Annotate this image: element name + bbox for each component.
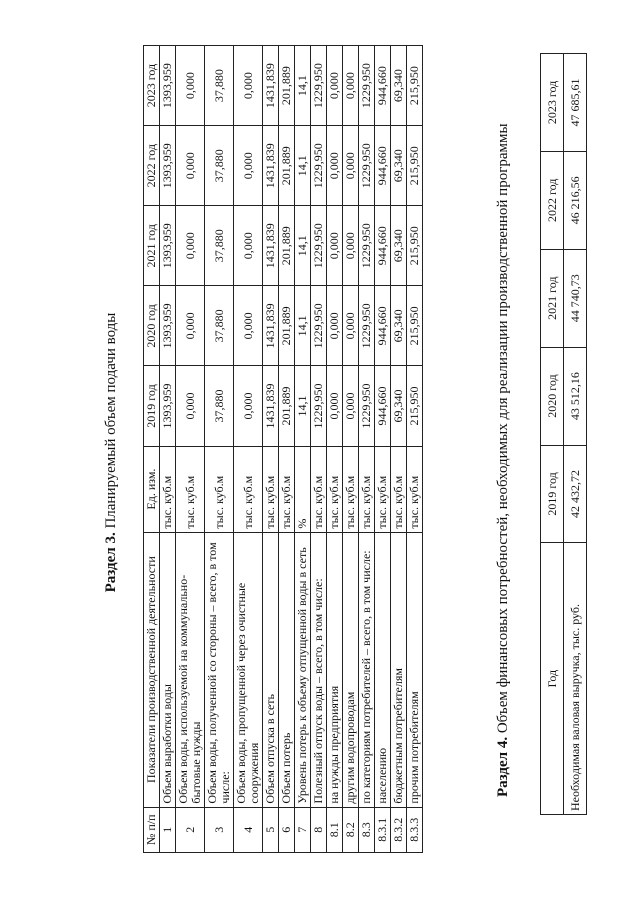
header-2021: 2021 год	[541, 249, 564, 347]
row-value: 14,1	[295, 286, 311, 366]
table-row	[263, 46, 279, 853]
row-value: 1393,959	[160, 126, 176, 206]
row-unit: тыс. куб.м	[391, 446, 407, 532]
section3-heading	[103, 0, 120, 905]
row-num: 8.2	[343, 807, 359, 852]
row-num: 3	[205, 807, 234, 852]
row-value: 44 740,73	[564, 249, 587, 347]
row-value: 0,000	[234, 366, 263, 446]
row-name: Объем отпуска в сеть	[263, 532, 279, 807]
table-row	[205, 46, 234, 853]
row-value: 37,880	[205, 126, 234, 206]
row-unit: тыс. куб.м	[234, 446, 263, 532]
row-value: 69,340	[391, 46, 407, 126]
row-value: 0,000	[327, 286, 343, 366]
row-num: 7	[295, 807, 311, 852]
row-name: Уровень потерь к объему отпущенной воды в сеть	[295, 532, 311, 807]
row-value: 14,1	[295, 206, 311, 286]
row-unit: тыс. куб.м	[205, 446, 234, 532]
row-value: 1229,950	[359, 366, 375, 446]
row-value: 1229,950	[359, 286, 375, 366]
row-value: 69,340	[391, 126, 407, 206]
row-value: 201,889	[279, 366, 295, 446]
table-row	[407, 46, 423, 853]
row-num: 6	[279, 807, 295, 852]
row-value: 944,660	[375, 46, 391, 126]
header-unit: Ед. изм.	[144, 446, 160, 532]
row-name: населению	[375, 532, 391, 807]
row-value: 1229,950	[311, 206, 327, 286]
financial-needs-table	[540, 53, 587, 815]
row-value: 37,880	[205, 286, 234, 366]
row-value: 0,000	[343, 46, 359, 126]
row-value: 1229,950	[359, 46, 375, 126]
row-value: 1431,839	[263, 366, 279, 446]
row-num: 8.3.3	[407, 807, 423, 852]
table-row	[343, 46, 359, 853]
row-value: 14,1	[295, 46, 311, 126]
row-value: 42 432,72	[564, 445, 587, 543]
row-unit: тыс. куб.м	[375, 446, 391, 532]
section4-title-bold: Раздел 4.	[495, 736, 511, 797]
row-name: по категориям потребителей – всего, в том числе:	[359, 532, 375, 807]
row-value: 944,660	[375, 366, 391, 446]
row-unit: тыс. куб.м	[279, 446, 295, 532]
row-value: 215,950	[407, 206, 423, 286]
row-value: 0,000	[343, 206, 359, 286]
row-num: 8.1	[327, 807, 343, 852]
row-value: 37,880	[205, 206, 234, 286]
row-name: Объем потерь	[279, 532, 295, 807]
header-2019: 2019 год	[144, 366, 160, 446]
row-value: 0,000	[327, 366, 343, 446]
row-value: 215,950	[407, 126, 423, 206]
row-value: 1393,959	[160, 206, 176, 286]
header-2022: 2022 год	[144, 126, 160, 206]
row-value: 1229,950	[311, 286, 327, 366]
water-table-header-row	[144, 46, 160, 853]
row-value: 0,000	[234, 46, 263, 126]
table-row	[327, 46, 343, 853]
row-value: 14,1	[295, 366, 311, 446]
row-value: 1431,839	[263, 206, 279, 286]
table-row	[295, 46, 311, 853]
table-row	[176, 46, 205, 853]
row-value: 0,000	[327, 46, 343, 126]
table-row	[391, 46, 407, 853]
row-value: 944,660	[375, 286, 391, 366]
row-value: 1431,839	[263, 46, 279, 126]
row-value: 69,340	[391, 286, 407, 366]
row-value: 0,000	[327, 206, 343, 286]
header-2022: 2022 год	[541, 151, 564, 249]
header-2021: 2021 год	[144, 206, 160, 286]
row-value: 215,950	[407, 46, 423, 126]
row-value: 215,950	[407, 286, 423, 366]
row-value: 0,000	[176, 206, 205, 286]
row-num: 1	[160, 807, 176, 852]
table-row	[234, 46, 263, 853]
row-value: 0,000	[176, 366, 205, 446]
row-unit: тыс. куб.м	[343, 446, 359, 532]
row-name: на нужды предприятия	[327, 532, 343, 807]
table-row	[359, 46, 375, 853]
row-value: 14,1	[295, 126, 311, 206]
row-value: 1229,950	[311, 46, 327, 126]
row-value: 0,000	[343, 366, 359, 446]
table-row	[279, 46, 295, 853]
row-unit: тыс. куб.м	[263, 446, 279, 532]
header-2023: 2023 год	[144, 46, 160, 126]
row-name: прочим потребителям	[407, 532, 423, 807]
row-value: 0,000	[234, 206, 263, 286]
water-supply-table	[143, 45, 423, 853]
row-value: 1229,950	[311, 366, 327, 446]
row-value: 1431,839	[263, 286, 279, 366]
row-value: 215,950	[407, 366, 423, 446]
row-num: 5	[263, 807, 279, 852]
row-value: 201,889	[279, 286, 295, 366]
row-value: 944,660	[375, 126, 391, 206]
row-value: 1393,959	[160, 366, 176, 446]
section4-heading	[495, 123, 512, 797]
row-unit: тыс. куб.м	[311, 446, 327, 532]
row-unit: %	[295, 446, 311, 532]
row-value: 43 512,16	[564, 347, 587, 445]
header-year: Год	[541, 543, 564, 815]
row-value: 47 685,61	[564, 54, 587, 152]
row-value: 37,880	[205, 46, 234, 126]
table-row	[564, 54, 587, 815]
row-value: 0,000	[176, 126, 205, 206]
header-indicator: Показатели производственной деятельности	[144, 532, 160, 807]
row-value: 0,000	[343, 286, 359, 366]
header-2019: 2019 год	[541, 445, 564, 543]
finance-table-header-row	[541, 54, 564, 815]
section3-title-rest: Планируемый объем подачи воды	[103, 312, 119, 533]
row-value: 46 216,56	[564, 151, 587, 249]
row-name: другим водопроводам	[343, 532, 359, 807]
row-num: 8.3.2	[391, 807, 407, 852]
row-value: 1229,950	[359, 126, 375, 206]
row-value: 944,660	[375, 206, 391, 286]
row-unit: тыс. куб.м	[160, 446, 176, 532]
row-num: 8.3	[359, 807, 375, 852]
row-num: 8.3.1	[375, 807, 391, 852]
row-value: 1393,959	[160, 46, 176, 126]
row-num: 2	[176, 807, 205, 852]
row-value: 37,880	[205, 366, 234, 446]
row-value: 1229,950	[359, 206, 375, 286]
row-name: Объем воды, пропущенной через очистные сооружения	[234, 532, 263, 807]
row-value: 0,000	[343, 126, 359, 206]
row-num: 8	[311, 807, 327, 852]
header-2020: 2020 год	[541, 347, 564, 445]
row-value: 0,000	[234, 286, 263, 366]
section3-title-bold: Раздел 3.	[103, 532, 119, 593]
row-value: 201,889	[279, 46, 295, 126]
table-row	[160, 46, 176, 853]
header-2020: 2020 год	[144, 286, 160, 366]
table-row	[375, 46, 391, 853]
row-value: 0,000	[176, 286, 205, 366]
row-name: Объем воды, используемой на коммунально-бытовые нужды	[176, 532, 205, 807]
row-value: 1431,839	[263, 126, 279, 206]
section4-title-rest: Объем финансовых потребностей, необходимых для реализации производственной программы	[495, 123, 511, 737]
header-num: № п/п	[144, 807, 160, 852]
table-row	[311, 46, 327, 853]
row-value: 0,000	[234, 126, 263, 206]
row-value: 201,889	[279, 126, 295, 206]
row-value: 0,000	[176, 46, 205, 126]
header-2023: 2023 год	[541, 54, 564, 152]
row-name: Объем воды, полученной со стороны – всего, в том числе:	[205, 532, 234, 807]
row-value: 69,340	[391, 206, 407, 286]
row-unit: тыс. куб.м	[359, 446, 375, 532]
row-value: 0,000	[327, 126, 343, 206]
row-value: 1229,950	[311, 126, 327, 206]
row-name: Объем выработки воды	[160, 532, 176, 807]
row-unit: тыс. куб.м	[407, 446, 423, 532]
row-label: Необходимая валовая выручка, тыс. руб.	[564, 543, 587, 815]
row-value: 69,340	[391, 366, 407, 446]
row-name: Полезный отпуск воды – всего, в том числе:	[311, 532, 327, 807]
row-num: 4	[234, 807, 263, 852]
row-value: 1393,959	[160, 286, 176, 366]
row-name: бюджетным потребителям	[391, 532, 407, 807]
row-unit: тыс. куб.м	[176, 446, 205, 532]
row-value: 201,889	[279, 206, 295, 286]
row-unit: тыс. куб.м	[327, 446, 343, 532]
